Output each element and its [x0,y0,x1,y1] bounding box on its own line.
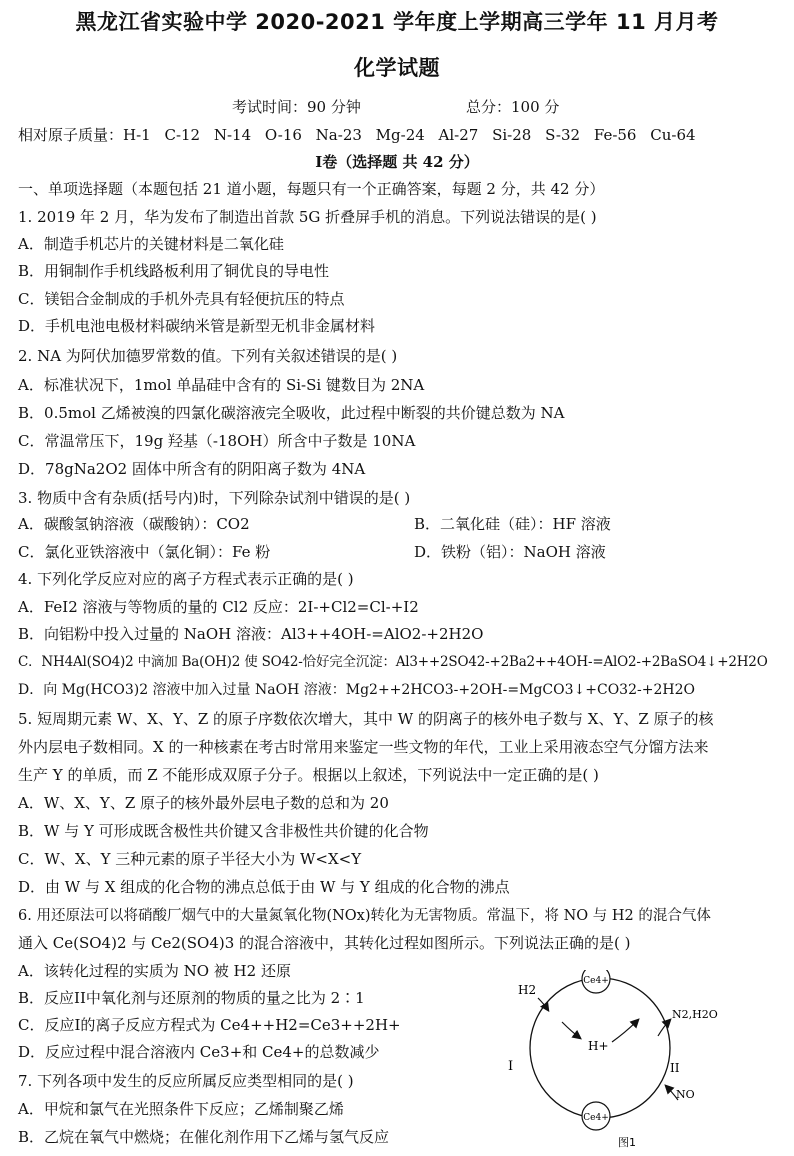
q3-option-c: C．氯化亚铁溶液中（氯化铜）：Fe 粉 [18,543,271,561]
reaction-ii-label: II [670,1061,680,1075]
q3-option-d: D．铁粉（铝）：NaOH 溶液 [414,543,606,561]
h-plus-label: H+ [588,1039,609,1053]
exam-title: 黑龙江省实验中学 2020-2021 学年度上学期高三学年 11 月月考 [75,10,719,34]
q6-option-b: B．反应II中氧化剂与还原剂的物质的量之比为 2∶1 [18,989,365,1007]
ce4-top-label: Ce4+ [583,976,609,986]
q2-option-a: A．标准状况下，1mol 单晶硅中含有的 Si-Si 键数目为 2NA [18,376,425,394]
q5-stem-line1: 5. 短周期元素 W、X、Y、Z 的原子序数依次增大，其中 W 的阴离子的核外电子数与 X、Y、Z 原子的核 [18,710,714,728]
cerium-cycle-diagram [500,970,730,1150]
q5-option-b: B．W 与 Y 可形成既含极性共价键又含非极性共价键的化合物 [18,822,429,840]
ce4-bottom-label: Ce4+ [583,1113,609,1123]
q2-option-b: B．0.5mol 乙烯被溴的四氯化碳溶液完全吸收，此过程中断裂的共价键总数为 NA [18,404,565,422]
q4-option-b: B．向铝粉中投入过量的 NaOH 溶液：Al3++4OH-=AlO2-+2H2O [18,625,484,643]
q1-option-d: D．手机电池电极材料碳纳米管是新型无机非金属材料 [18,317,376,335]
figure-caption: 图1 [618,1136,636,1149]
q2-option-d: D．78gNa2O2 固体中所含有的阴阳离子数为 4NA [18,460,366,478]
q5-option-a: A．W、X、Y、Z 原子的核外最外层电子数的总和为 20 [18,794,389,812]
q6-stem-line1: 6. 用还原法可以将硝酸厂烟气中的大量氮氧化物(NOx)转化为无害物质。常温下，将 NO 与 H2 的混合气体 [18,908,711,924]
q7-stem: 7. 下列各项中发生的反应所属反应类型相同的是( ) [18,1072,354,1090]
exam-subtitle: 化学试题 [354,56,440,80]
q7-option-b: B．乙烷在氧气中燃烧；在催化剂作用下乙烯与氢气反应 [18,1128,390,1146]
q6-stem-line2: 通入 Ce(SO4)2 与 Ce2(SO4)3 的混合溶液中，其转化过程如图所示。下列说法正确的是( ) [18,934,631,952]
q6-option-a: A．该转化过程的实质为 NO 被 H2 还原 [18,962,291,980]
q7-option-a: A．甲烷和氯气在光照条件下反应；乙烯制聚乙烯 [18,1100,344,1118]
atomic-masses: 相对原子质量：H-1 C-12 N-14 O-16 Na-23 Mg-24 Al-27 Si-28 S-32 Fe-56 Cu-64 [18,126,696,144]
h-plus-out-arrow [612,1020,638,1042]
total-score: 总分：100 分 [466,98,560,116]
q1-option-b: B．用铜制作手机线路板利用了铜优良的导电性 [18,262,330,280]
h2-label: H2 [518,983,537,997]
q2-option-c: C．常温常压下，19g 羟基（-18OH）所含中子数是 10NA [18,432,416,450]
q6-option-d: D．反应过程中混合溶液内 Ce3+和 Ce4+的总数减少 [18,1043,380,1061]
q3-stem: 3. 物质中含有杂质(括号内)时，下列除杂试剂中错误的是( ) [18,489,411,507]
q2-stem: 2. NA 为阿伏加德罗常数的值。下列有关叙述错误的是( ) [18,347,398,365]
q1-stem: 1. 2019 年 2 月，华为发布了制造出首款 5G 折叠屏手机的消息。下列说法错误的是( ) [18,208,597,226]
q5-stem-line2: 外内层电子数相同。X 的一种核素在考古时常用来鉴定一些文物的年代，工业上采用液态空气分馏方法来 [18,738,709,756]
q4-option-d: D．向 Mg(HCO3)2 溶液中加入过量 NaOH 溶液：Mg2++2HCO3-+2OH-=MgCO3↓+CO32-+2H2O [18,682,695,698]
no-label: NO [676,1088,695,1101]
section-heading: 一、单项选择题（本题包括 21 道小题，每题只有一个正确答案，每题 2 分，共 42 分） [18,180,605,198]
q5-option-d: D．由 W 与 X 组成的化合物的沸点总低于由 W 与 Y 组成的化合物的沸点 [18,878,510,896]
q3-option-b: B．二氧化硅（硅）：HF 溶液 [414,515,611,533]
reaction-i-label: I [508,1059,514,1074]
products-label: N2,H2O [672,1008,718,1021]
q6-option-c: C．反应I的离子反应方程式为 Ce4++H2=Ce3++2H+ [18,1016,401,1034]
volume-heading: I卷（选择题 共 42 分） [315,153,479,171]
q4-stem: 4. 下列化学反应对应的离子方程式表示正确的是( ) [18,570,354,588]
q3-option-a: A．碳酸氢钠溶液（碳酸钠）：CO2 [18,515,250,533]
q4-option-c: C．NH4Al(SO4)2 中滴加 Ba(OH)2 使 SO42-恰好完全沉淀：Al3++2SO42-+2Ba2++4OH-=AlO2-+2BaSO4↓+2H2O [18,654,768,670]
exam-time: 考试时间：90 分钟 [232,98,361,116]
q5-stem-line3: 生产 Y 的单质，而 Z 不能形成双原子分子。根据以上叙述，下列说法中一定正确的是( ) [18,766,599,784]
h-plus-in-arrow [562,1022,580,1038]
q1-option-c: C．镁铝合金制成的手机外壳具有轻便抗压的特点 [18,290,345,308]
q1-option-a: A．制造手机芯片的关键材料是二氧化硅 [18,235,284,253]
q5-option-c: C．W、X、Y 三种元素的原子半径大小为 W<X<Y [18,850,362,868]
q4-option-a: A．FeI2 溶液与等物质的量的 Cl2 反应：2I-+Cl2=Cl-+I2 [18,598,419,616]
